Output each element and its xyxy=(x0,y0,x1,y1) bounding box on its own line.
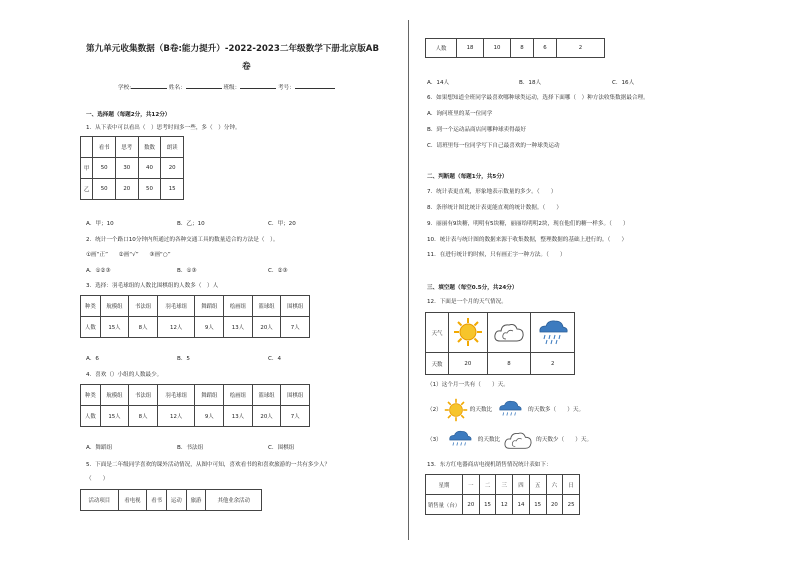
q13-table xyxy=(425,474,580,515)
judge-item: 10．统计表与统计图的数据来源于收集数据，整理数据的基础上进行的。（ ） xyxy=(427,237,628,243)
table-cell: 20人 xyxy=(252,406,281,427)
table-cell: 2 xyxy=(557,39,605,58)
q1-option-a[interactable]: A．甲；10 xyxy=(86,221,114,227)
exam-no-field[interactable] xyxy=(295,83,335,89)
table-cell: 二 xyxy=(479,475,496,495)
q6-option-a[interactable]: A．询问班里的某一位同学 xyxy=(427,111,493,117)
table-cell: 销售量（台） xyxy=(426,495,463,515)
table-cell: 活动项目 xyxy=(81,490,119,511)
table-cell: 50 xyxy=(93,158,116,179)
table-cell: 14 xyxy=(513,495,530,515)
q3-option-a[interactable]: A．6 xyxy=(86,356,99,362)
q1-option-c[interactable]: C．甲；20 xyxy=(268,221,296,227)
method-2: ②画“√” xyxy=(118,252,139,258)
q5-table-continued xyxy=(425,38,605,58)
section1-heading: 一、选择题（每题2分，共12分） xyxy=(86,112,171,118)
q12-sub1: （1）这个月一共有（ ）天。 xyxy=(427,382,509,388)
q4-option-a[interactable]: A．舞蹈组 xyxy=(86,445,113,451)
table-cell: 9人 xyxy=(195,317,224,338)
q12-sub2-label: （2） xyxy=(427,406,442,413)
table-cell: 思考 xyxy=(115,137,138,158)
table-cell: 15 xyxy=(161,179,184,200)
class-field[interactable] xyxy=(240,83,276,89)
table-cell: 12 xyxy=(496,495,513,515)
q1-text: 1．从下表中可以看出（ ）思考时间多一些，多（ ）分钟。 xyxy=(86,125,241,131)
table-cell: 人数 xyxy=(426,39,457,58)
school-field[interactable] xyxy=(131,83,167,89)
q3-table xyxy=(80,295,310,338)
table-cell: 书法组 xyxy=(129,296,158,317)
weather-cell-rain xyxy=(531,313,575,353)
rain-icon xyxy=(494,399,526,421)
table-cell: 天数 xyxy=(426,353,449,375)
q12-sub3 xyxy=(427,428,592,452)
table-cell: 12人 xyxy=(157,317,195,338)
q4-option-b[interactable]: B．书法组 xyxy=(177,445,204,451)
judge-item: 11．在进行统计的时候，只有画正字一种方法。（ ） xyxy=(427,252,566,258)
sun-icon xyxy=(453,317,483,347)
table-cell: 运动 xyxy=(166,490,186,511)
q12-sub3-mid: 的天数比 xyxy=(477,436,501,443)
weather-cell-sun xyxy=(449,313,488,353)
page-title-line2: 卷 xyxy=(242,62,251,72)
table-cell: 2 xyxy=(531,353,575,375)
q6-option-b[interactable]: B．到一个运动品商店问哪种球卖得最好 xyxy=(427,127,526,133)
q12-text: 12．下面是一个月的天气情况。 xyxy=(427,299,507,305)
q12-sub2-end: 的天数多（ ）天。 xyxy=(528,406,585,413)
table-cell: 20 xyxy=(546,495,563,515)
table-cell: 12人 xyxy=(157,406,195,427)
table-cell: 羽毛球组 xyxy=(157,296,195,317)
class-label: 班级： xyxy=(223,85,241,91)
table-cell: 8 xyxy=(487,353,531,375)
table-cell: 篮球组 xyxy=(252,296,281,317)
table-cell: 15 xyxy=(529,495,546,515)
q5-text: 5．下面是二年级同学喜欢的课外活动情况，从图中可知，喜欢看书的和喜欢旅游的一共有多少人？ xyxy=(86,462,331,468)
table-cell: 10 xyxy=(484,39,511,58)
section3-heading: 三、填空题（每空0.5分，共24分） xyxy=(427,285,518,291)
table-cell: 20人 xyxy=(252,317,281,338)
table-cell: 航模组 xyxy=(100,385,129,406)
rain-icon xyxy=(536,318,570,346)
table-cell: 五 xyxy=(529,475,546,495)
page-divider xyxy=(408,20,409,540)
q4-table xyxy=(80,384,310,427)
table-cell: 50 xyxy=(93,179,116,200)
table-cell: 15人 xyxy=(100,317,129,338)
q13-text: 13．东方红电器商店电视机销售情况统计表如下： xyxy=(427,462,552,468)
q4-text: 4．喜欢（）小组的人数最少。 xyxy=(86,372,163,378)
q2-methods xyxy=(86,252,171,259)
table-cell: 乙 xyxy=(81,179,93,200)
q12-sub3-end: 的天数少（ ）天。 xyxy=(536,436,593,443)
table-cell: 18 xyxy=(457,39,484,58)
table-cell: 三 xyxy=(496,475,513,495)
table-cell: 种类 xyxy=(81,385,101,406)
table-cell: 四 xyxy=(513,475,530,495)
table-cell: 舞蹈组 xyxy=(195,385,224,406)
table-cell: 20 xyxy=(161,158,184,179)
student-info xyxy=(118,83,335,92)
table-cell: 篮球组 xyxy=(252,385,281,406)
table-cell: 7人 xyxy=(281,317,310,338)
section2-heading: 二、判断题（每题1分，共5分） xyxy=(427,174,508,180)
table-cell: 星期 xyxy=(426,475,463,495)
judge-item: 9．丽丽有9块糖，明明有5块糖，丽丽给明明2块，现在他们的糖一样多。（ ） xyxy=(427,221,629,227)
q5-table xyxy=(80,489,262,511)
table-cell: 一 xyxy=(463,475,480,495)
sun-icon xyxy=(444,398,468,422)
rain-icon xyxy=(444,429,476,451)
table-cell: 六 xyxy=(546,475,563,495)
table-cell: 8 xyxy=(511,39,534,58)
table-cell: 数数 xyxy=(138,137,161,158)
q2-option-c[interactable]: C．②③ xyxy=(268,268,288,274)
q5-option-c[interactable]: C．16人 xyxy=(612,80,635,86)
table-cell: 20 xyxy=(463,495,480,515)
table-cell: 旅游 xyxy=(186,490,206,511)
name-label: 姓名： xyxy=(168,85,186,91)
cloud-icon xyxy=(492,319,526,345)
method-1: ①画“正” xyxy=(86,252,108,258)
q3-text: 3．选择：羽毛球组的人数比围棋组的人数多（ ）人 xyxy=(86,283,219,289)
table-cell: 7人 xyxy=(281,406,310,427)
table-cell: 看书 xyxy=(147,490,167,511)
weather-cell-cloud xyxy=(487,313,531,353)
table-cell: 8人 xyxy=(129,317,158,338)
table-cell: 甲 xyxy=(81,158,93,179)
table-cell: 围棋组 xyxy=(281,296,310,317)
table-cell: 25 xyxy=(563,495,580,515)
table-cell: 朗读 xyxy=(161,137,184,158)
table-cell xyxy=(81,137,93,158)
q5-option-a[interactable]: A．14人 xyxy=(427,80,450,86)
table-cell: 看书 xyxy=(93,137,116,158)
table-cell: 其他业余活动 xyxy=(206,490,262,511)
q12-sub3-label: （3） xyxy=(427,436,442,443)
table-cell: 绘画组 xyxy=(224,385,253,406)
table-cell: 种类 xyxy=(81,296,101,317)
table-cell: 绘画组 xyxy=(224,296,253,317)
table-cell: 6 xyxy=(534,39,557,58)
q3-option-b[interactable]: B．5 xyxy=(177,356,190,362)
table-cell: 50 xyxy=(138,179,161,200)
judge-item: 7．统计表更直观，形象地表示数量的多少。（ ） xyxy=(427,189,557,195)
table-cell: 人数 xyxy=(81,317,101,338)
table-cell: 看电视 xyxy=(118,490,147,511)
table-cell: 15 xyxy=(479,495,496,515)
table-cell: 8人 xyxy=(129,406,158,427)
table-cell: 20 xyxy=(115,179,138,200)
table-cell: 航模组 xyxy=(100,296,129,317)
q3-option-c[interactable]: C．4 xyxy=(268,356,282,362)
exam-no-label: 考号： xyxy=(278,85,295,91)
table-cell: 9人 xyxy=(195,406,224,427)
cloud-icon xyxy=(502,428,534,452)
q6-option-c[interactable]: C．请班里每一位同学写下自己最喜欢的一种球类运动 xyxy=(427,143,560,149)
q6-text: 6．如果想知道全班同学最喜欢哪种球类运动，选择下面哪（ ）种方法收集数据最合理。 xyxy=(427,95,649,101)
table-cell: 书法组 xyxy=(129,385,158,406)
table-cell: 羽毛球组 xyxy=(157,385,195,406)
table-cell: 13人 xyxy=(224,406,253,427)
weather-table xyxy=(425,312,575,375)
table-cell: 15人 xyxy=(100,406,129,427)
table-cell: 40 xyxy=(138,158,161,179)
table-cell: 日 xyxy=(563,475,580,495)
q2-text: 2．统计一个路口10分钟内所通过的各种交通工具的数量适合的方法是（ ）。 xyxy=(86,237,279,243)
q4-option-c[interactable]: C．围棋组 xyxy=(268,445,295,451)
page-title: 第九单元收集数据（B卷:能力提升）-2022-2023二年级数学下册北京版AB xyxy=(86,44,380,54)
table-cell: 围棋组 xyxy=(281,385,310,406)
q2-option-b[interactable]: B．①③ xyxy=(177,268,197,274)
table-cell: 30 xyxy=(115,158,138,179)
q12-sub2 xyxy=(427,398,584,422)
table-cell: 20 xyxy=(449,353,488,375)
q5-paren: （ ） xyxy=(86,476,109,482)
table-cell: 人数 xyxy=(81,406,101,427)
q2-option-a[interactable]: A．①②③ xyxy=(86,268,111,274)
q1-table xyxy=(80,136,184,200)
q1-option-b[interactable]: B．乙；10 xyxy=(177,221,205,227)
q12-sub2-mid: 的天数比 xyxy=(469,406,493,413)
q5-option-b[interactable]: B．18人 xyxy=(519,80,542,86)
name-field[interactable] xyxy=(186,83,222,89)
method-3: ③画“○” xyxy=(149,252,171,258)
table-cell: 天气 xyxy=(426,313,449,353)
table-cell: 舞蹈组 xyxy=(195,296,224,317)
judge-item: 8．条形统计图比统计表更能直观的统计数据。（ ） xyxy=(427,205,563,211)
table-cell: 13人 xyxy=(224,317,253,338)
school-label: 学校: xyxy=(118,85,132,91)
